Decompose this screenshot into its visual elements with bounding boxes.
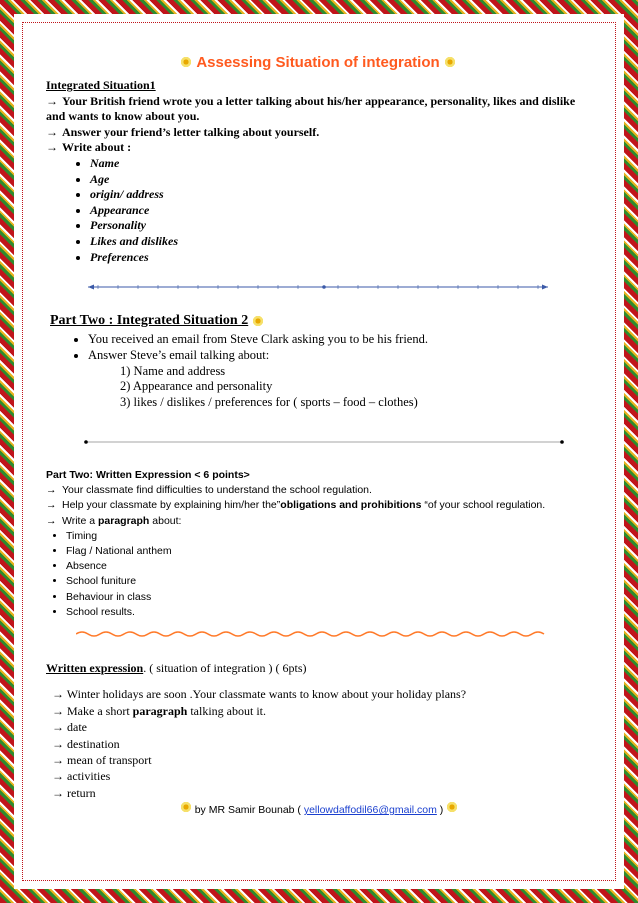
list-item: • Preferences: [90, 250, 591, 266]
email-link[interactable]: yellowdaffodil66@gmail.com: [303, 804, 437, 816]
list-item: • You received an email from Steve Clark asking you to be his friend.: [88, 332, 588, 348]
right-arrow-icon: →: [46, 514, 57, 527]
list-item: → return: [52, 785, 96, 800]
list-item: • School results.: [66, 605, 606, 620]
list-item: • Answer Steve’s email talking about:: [88, 348, 588, 364]
dotted-divider: [84, 440, 564, 444]
section4-line: → Make a short paragraph talking about it.: [52, 703, 266, 718]
written-expression-line: → Help your classmate by explaining him/her the”obligations and prohibitions “of your school regulation.: [46, 498, 606, 513]
list-item: • Age: [90, 172, 591, 188]
section4: [46, 660, 606, 801]
situation1-section: [46, 78, 591, 265]
numbered-item: 2) Appearance and personality: [120, 379, 273, 394]
flower-icon: [180, 801, 192, 813]
list-item: • School funiture: [66, 574, 606, 589]
right-arrow-icon: →: [52, 687, 67, 702]
wavy-divider: [76, 630, 546, 638]
footer: by MR Samir Bounab ( yellowdaffodil66@gmail.com ): [0, 801, 638, 816]
section4-heading-line: Written expression. ( situation of integration ) ( 6pts): [46, 661, 307, 675]
situation2-heading-wrap: [50, 313, 264, 329]
written-expression-line: → Your classmate find difficulties to understand the school regulation.: [46, 483, 606, 498]
written-expression-heading: Part Two: Written Expression < 6 points>: [46, 469, 250, 481]
flower-icon: [252, 315, 264, 327]
list-item: • Flag / National anthem: [66, 544, 606, 559]
situation2-heading: Part Two : Integrated Situation 2: [50, 313, 249, 328]
list-item: • Behaviour in class: [66, 590, 606, 605]
written-expression-list: [46, 529, 606, 620]
right-arrow-icon: →: [46, 140, 58, 155]
flower-icon: [180, 56, 192, 68]
write-about-label: → Write about :: [46, 140, 132, 155]
page-title-wrap: [178, 52, 458, 72]
section4-line: → Winter holidays are soon .Your classmate wants to know about your holiday plans?: [52, 687, 467, 702]
right-arrow-icon: →: [46, 499, 57, 512]
flower-icon: [444, 56, 456, 68]
situation1-list: [46, 156, 591, 265]
right-arrow-icon: →: [52, 736, 67, 751]
list-item: → mean of transport: [52, 753, 152, 768]
situation2-list: [68, 332, 588, 364]
right-arrow-icon: →: [46, 484, 57, 497]
right-arrow-icon: →: [46, 93, 58, 108]
situation1-instruction: → Answer your friend’s letter talking about yourself.: [46, 124, 320, 139]
right-arrow-icon: →: [52, 753, 67, 768]
flower-icon: [446, 801, 458, 813]
list-item: • origin/ address: [90, 187, 591, 203]
situation2-section: [68, 332, 588, 411]
list-item: • Personality: [90, 218, 591, 234]
list-item: • Timing: [66, 529, 606, 544]
page-title: Assessing Situation of integration: [196, 53, 440, 71]
right-arrow-icon: →: [46, 124, 58, 139]
numbered-item: 3) likes / dislikes / preferences for ( sports – food – clothes): [120, 395, 418, 410]
list-item: • Appearance: [90, 203, 591, 219]
list-item: → destination: [52, 736, 120, 751]
situation1-prompt: → Your British friend wrote you a letter talking about his/her appearance, personality, likes and dislike: [46, 93, 576, 108]
list-item: • Likes and dislikes: [90, 234, 591, 250]
list-item: • Absence: [66, 559, 606, 574]
right-arrow-icon: →: [52, 769, 67, 784]
right-arrow-icon: →: [52, 785, 67, 800]
list-item: → date: [52, 720, 87, 735]
written-expression-section: [46, 468, 606, 620]
situation1-heading: Integrated Situation1: [46, 78, 156, 92]
right-arrow-icon: →: [52, 703, 67, 718]
section4-heading: Written expression: [46, 661, 144, 675]
ruler-divider: [88, 283, 548, 291]
list-item: → activities: [52, 769, 111, 784]
right-arrow-icon: →: [52, 720, 67, 735]
situation1-prompt-cont: and wants to know about you.: [46, 109, 200, 124]
numbered-item: 1) Name and address: [120, 363, 226, 378]
list-item: • Name: [90, 156, 591, 172]
written-expression-line: → Write a paragraph about:: [46, 514, 606, 529]
